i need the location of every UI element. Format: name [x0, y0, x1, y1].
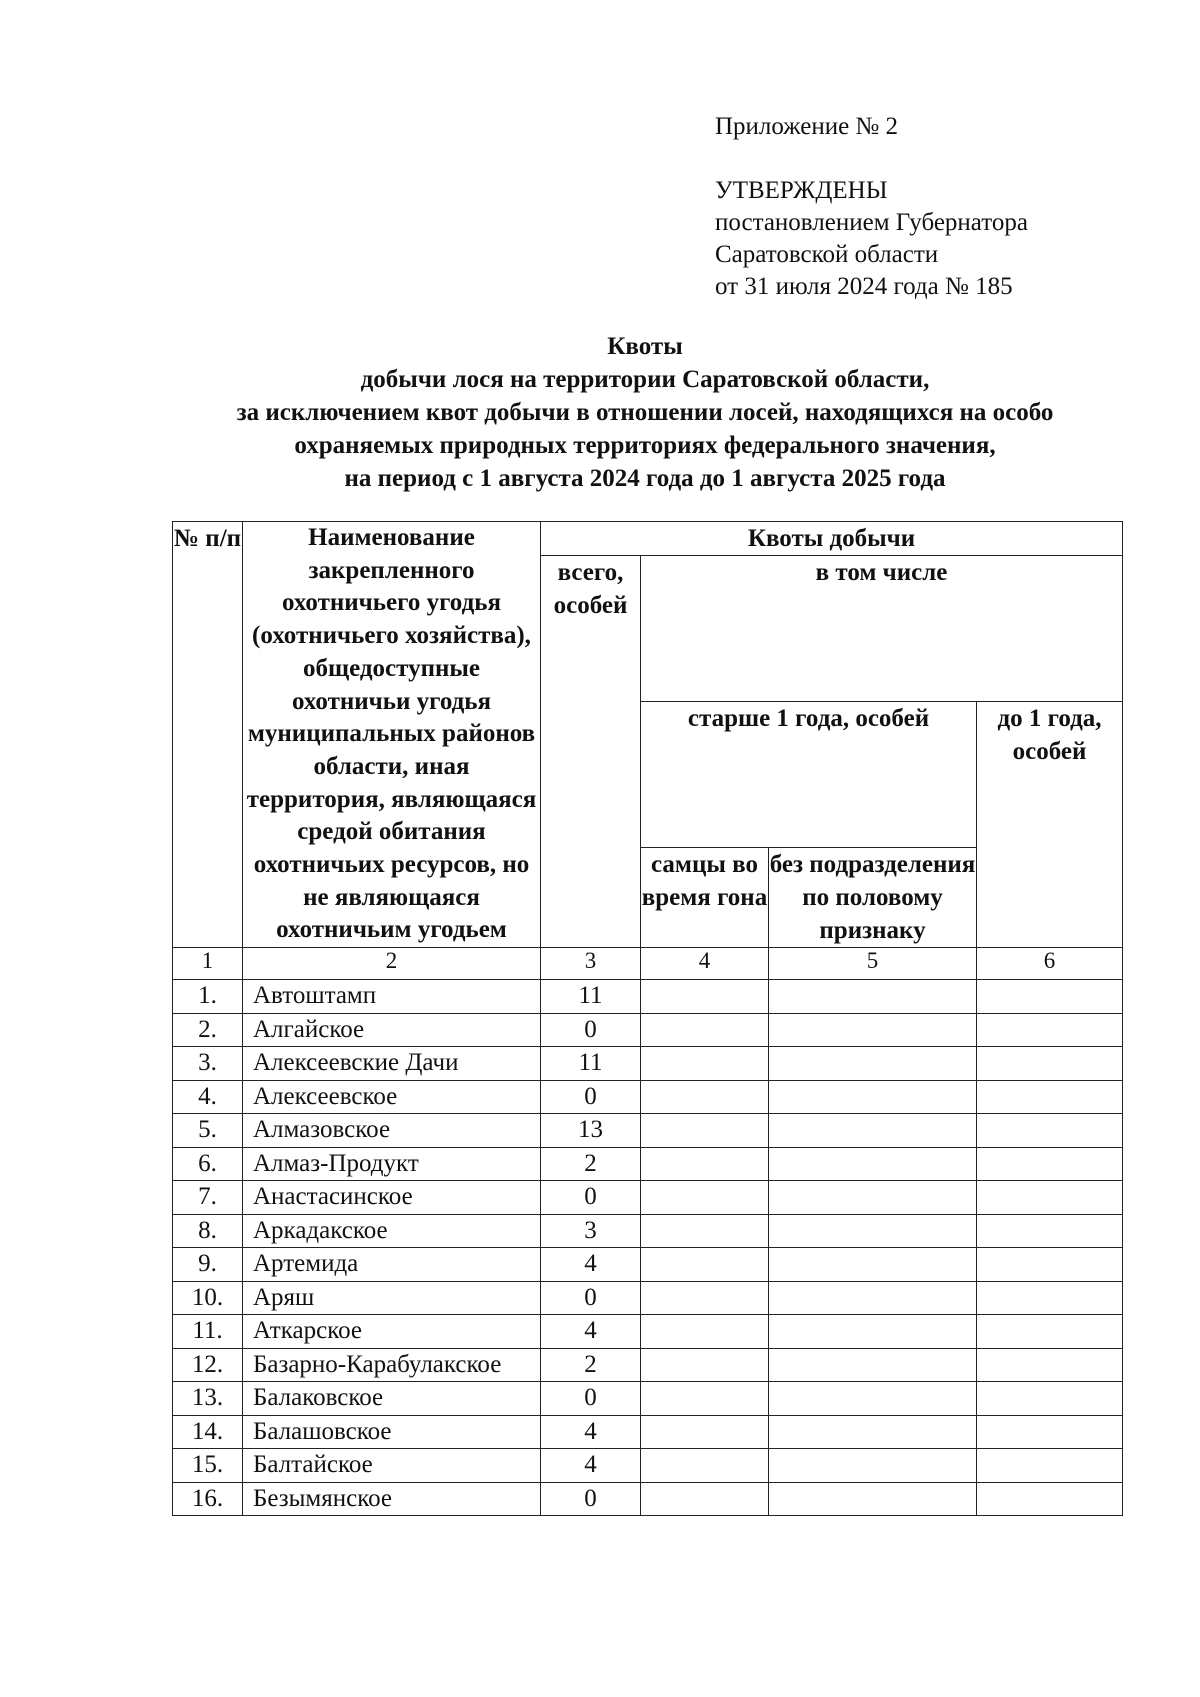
- row-without-sex-division: [769, 1382, 977, 1416]
- row-males-during-rut: [641, 1415, 769, 1449]
- row-under-1-year: [977, 1415, 1123, 1449]
- row-under-1-year: [977, 1315, 1123, 1349]
- row-males-during-rut: [641, 1248, 769, 1282]
- row-name: Анастасинское: [243, 1181, 541, 1215]
- table-row: [173, 1214, 1123, 1248]
- table-row: [173, 1449, 1123, 1483]
- row-number: 9.: [173, 1248, 243, 1282]
- table-row: [173, 1147, 1123, 1181]
- title-line: охраняемых природных территориях федерального значения,: [294, 432, 996, 459]
- row-males-during-rut: [641, 1013, 769, 1047]
- row-under-1-year: [977, 1382, 1123, 1416]
- row-number: 14.: [173, 1415, 243, 1449]
- row-total: 2: [541, 1348, 641, 1382]
- row-without-sex-division: [769, 1047, 977, 1081]
- table-row: [173, 980, 1123, 1014]
- row-males-during-rut: [641, 980, 769, 1014]
- column-index: 1: [173, 948, 243, 980]
- row-under-1-year: [977, 1181, 1123, 1215]
- header-older-than-1-year: старше 1 года, особей: [641, 702, 977, 848]
- row-total: 11: [541, 1047, 641, 1081]
- row-without-sex-division: [769, 1013, 977, 1047]
- row-under-1-year: [977, 1482, 1123, 1516]
- row-total: 3: [541, 1214, 641, 1248]
- column-index: 5: [769, 948, 977, 980]
- row-under-1-year: [977, 1214, 1123, 1248]
- row-name: Аткарское: [243, 1315, 541, 1349]
- row-under-1-year: [977, 1013, 1123, 1047]
- row-under-1-year: [977, 1449, 1123, 1483]
- header-including: в том числе: [641, 556, 1123, 702]
- row-without-sex-division: [769, 1248, 977, 1282]
- table-row: [173, 1281, 1123, 1315]
- header-number: № п/п: [173, 522, 243, 948]
- table-body: [173, 980, 1123, 1516]
- row-total: 2: [541, 1147, 641, 1181]
- approval-line: постановлением Губернатора: [715, 209, 1028, 236]
- row-without-sex-division: [769, 1147, 977, 1181]
- row-total: 11: [541, 980, 641, 1014]
- row-name: Безымянское: [243, 1482, 541, 1516]
- row-name: Аркадакское: [243, 1214, 541, 1248]
- table-row: [173, 1248, 1123, 1282]
- column-index: 6: [977, 948, 1123, 980]
- title-line: за исключением квот добычи в отношении лосей, находящихся на особо: [236, 399, 1054, 426]
- row-males-during-rut: [641, 1214, 769, 1248]
- table-row: [173, 1013, 1123, 1047]
- header-without-sex-division: без подразделения по половому признаку: [769, 848, 977, 948]
- row-name: Базарно-Карабулакское: [243, 1348, 541, 1382]
- row-total: 0: [541, 1281, 641, 1315]
- row-without-sex-division: [769, 1415, 977, 1449]
- row-name: Алмазовское: [243, 1114, 541, 1148]
- table-row: [173, 1415, 1123, 1449]
- table-row: [173, 1482, 1123, 1516]
- row-number: 10.: [173, 1281, 243, 1315]
- row-total: 4: [541, 1449, 641, 1483]
- row-males-during-rut: [641, 1147, 769, 1181]
- row-total: 0: [541, 1181, 641, 1215]
- row-number: 6.: [173, 1147, 243, 1181]
- row-under-1-year: [977, 1348, 1123, 1382]
- approval-block: [715, 175, 1028, 303]
- row-under-1-year: [977, 1080, 1123, 1114]
- row-name: Аряш: [243, 1281, 541, 1315]
- row-without-sex-division: [769, 1080, 977, 1114]
- row-males-during-rut: [641, 1482, 769, 1516]
- row-males-during-rut: [641, 1382, 769, 1416]
- table-row: [173, 1315, 1123, 1349]
- row-number: 11.: [173, 1315, 243, 1349]
- row-name: Алексеевские Дачи: [243, 1047, 541, 1081]
- approval-line: от 31 июля 2024 года № 185: [715, 273, 1013, 300]
- row-without-sex-division: [769, 1315, 977, 1349]
- row-under-1-year: [977, 1114, 1123, 1148]
- header-quota: Квоты добычи: [541, 522, 1123, 556]
- row-name: Балаковское: [243, 1382, 541, 1416]
- title-line: добычи лося на территории Саратовской области,: [360, 366, 930, 393]
- row-males-during-rut: [641, 1281, 769, 1315]
- row-total: 4: [541, 1315, 641, 1349]
- row-total: 0: [541, 1080, 641, 1114]
- row-number: 13.: [173, 1382, 243, 1416]
- row-without-sex-division: [769, 1214, 977, 1248]
- row-number: 4.: [173, 1080, 243, 1114]
- row-without-sex-division: [769, 1181, 977, 1215]
- row-number: 7.: [173, 1181, 243, 1215]
- row-number: 5.: [173, 1114, 243, 1148]
- table-row: [173, 1114, 1123, 1148]
- row-males-during-rut: [641, 1449, 769, 1483]
- row-total: 4: [541, 1415, 641, 1449]
- row-total: 0: [541, 1382, 641, 1416]
- quota-table: [172, 521, 1123, 1516]
- table-row: [173, 1382, 1123, 1416]
- row-name: Артемида: [243, 1248, 541, 1282]
- row-name: Алгайское: [243, 1013, 541, 1047]
- row-without-sex-division: [769, 980, 977, 1014]
- row-without-sex-division: [769, 1281, 977, 1315]
- row-under-1-year: [977, 1147, 1123, 1181]
- row-number: 2.: [173, 1013, 243, 1047]
- approval-line: УТВЕРЖДЕНЫ: [715, 177, 888, 204]
- row-total: 0: [541, 1482, 641, 1516]
- table-row: [173, 1181, 1123, 1215]
- approval-line: Саратовской области: [715, 241, 939, 268]
- header-total: всего, особей: [541, 556, 641, 948]
- row-without-sex-division: [769, 1114, 977, 1148]
- row-males-during-rut: [641, 1315, 769, 1349]
- row-number: 3.: [173, 1047, 243, 1081]
- row-number: 1.: [173, 980, 243, 1014]
- column-index: 2: [243, 948, 541, 980]
- table-row: [173, 1348, 1123, 1382]
- row-under-1-year: [977, 1047, 1123, 1081]
- row-number: 8.: [173, 1214, 243, 1248]
- row-name: Балтайское: [243, 1449, 541, 1483]
- document-title: [0, 330, 1200, 495]
- row-males-during-rut: [641, 1348, 769, 1382]
- header-hunting-ground: Наименование закрепленного охотничьего угодья (охотничьего хозяйства), общедоступные охотничьи угодья муниципальных районов области, иная территория, являющаяся средой обитания охотничьих ресурсов, но не являющаяся охотничьим угодьем: [243, 522, 541, 948]
- row-total: 0: [541, 1013, 641, 1047]
- row-name: Алексеевское: [243, 1080, 541, 1114]
- table-row: [173, 1080, 1123, 1114]
- title-line: Квоты: [607, 333, 683, 360]
- row-name: Алмаз-Продукт: [243, 1147, 541, 1181]
- row-number: 12.: [173, 1348, 243, 1382]
- row-total: 13: [541, 1114, 641, 1148]
- header-under-1-year: до 1 года, особей: [977, 702, 1123, 948]
- row-without-sex-division: [769, 1348, 977, 1382]
- row-number: 16.: [173, 1482, 243, 1516]
- row-without-sex-division: [769, 1449, 977, 1483]
- column-index: 3: [541, 948, 641, 980]
- header-males-during-rut: самцы во время гона: [641, 848, 769, 948]
- row-name: Автоштамп: [243, 980, 541, 1014]
- row-males-during-rut: [641, 1114, 769, 1148]
- appendix-label: Приложение № 2: [715, 113, 899, 140]
- row-males-during-rut: [641, 1047, 769, 1081]
- table-row: [173, 1047, 1123, 1081]
- row-under-1-year: [977, 1248, 1123, 1282]
- row-name: Балашовское: [243, 1415, 541, 1449]
- row-total: 4: [541, 1248, 641, 1282]
- column-index: 4: [641, 948, 769, 980]
- row-without-sex-division: [769, 1482, 977, 1516]
- row-males-during-rut: [641, 1181, 769, 1215]
- row-number: 15.: [173, 1449, 243, 1483]
- row-under-1-year: [977, 980, 1123, 1014]
- title-line: на период с 1 августа 2024 года до 1 августа 2025 года: [344, 465, 946, 492]
- row-under-1-year: [977, 1281, 1123, 1315]
- row-males-during-rut: [641, 1080, 769, 1114]
